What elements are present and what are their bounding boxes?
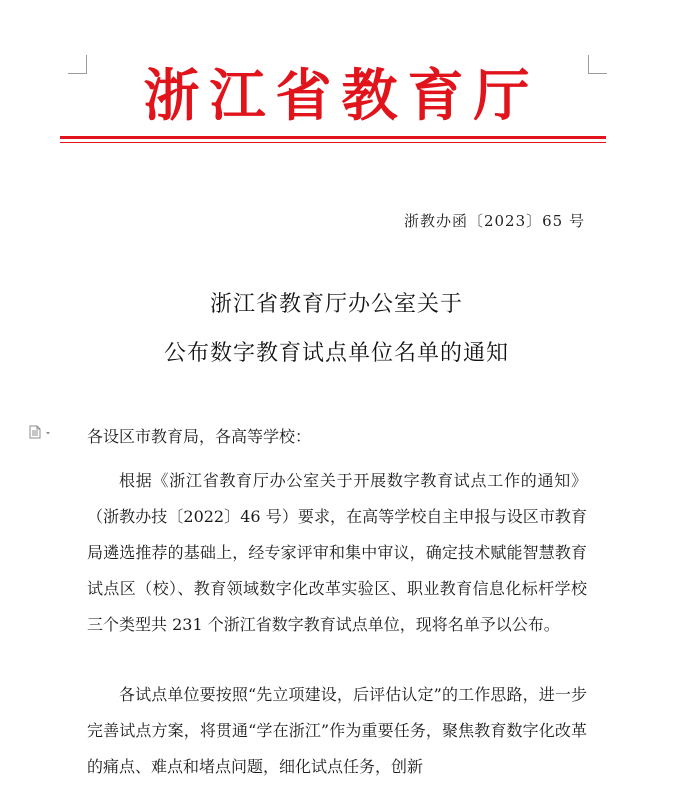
title-line-1: 浙江省教育厅办公室关于 (209, 292, 463, 317)
title-line-2: 公布数字教育试点单位名单的通知 (163, 341, 509, 366)
body-paragraph-2: 各试点单位要按照“先立项建设，后评估认定”的工作思路，进一步完善试点方案，将贯通“学在浙江”作为重要任务，聚焦教育数字化改革的痛点、难点和堵点问题，细化试点任务，创新 (87, 685, 587, 776)
salutation: 各设区市教育局，各高等学校： (87, 427, 312, 446)
body-paragraph-1: 根据《浙江省教育厅办公室关于开展数字教育试点工作的通知》（浙教办技〔2022〕46 号）要求，在高等学校自主申报与设区市教育局遴选推荐的基础上，经专家评审和集中审议，确定技术赋能智慧教育试点区（校）、教育领域数字化改革实验区、职业教育信息化标杆学校三个类型共 231 个浙江省数字教育试点单位，现将名单予以公布。 (87, 471, 587, 634)
masthead-title: 浙江省教育厅 (143, 63, 540, 129)
masthead-rule-thin (60, 142, 606, 143)
document-number: 浙教办函〔2023〕65 号 (403, 212, 585, 230)
masthead-rule-thick (60, 136, 606, 139)
document-icon[interactable] (29, 424, 57, 438)
